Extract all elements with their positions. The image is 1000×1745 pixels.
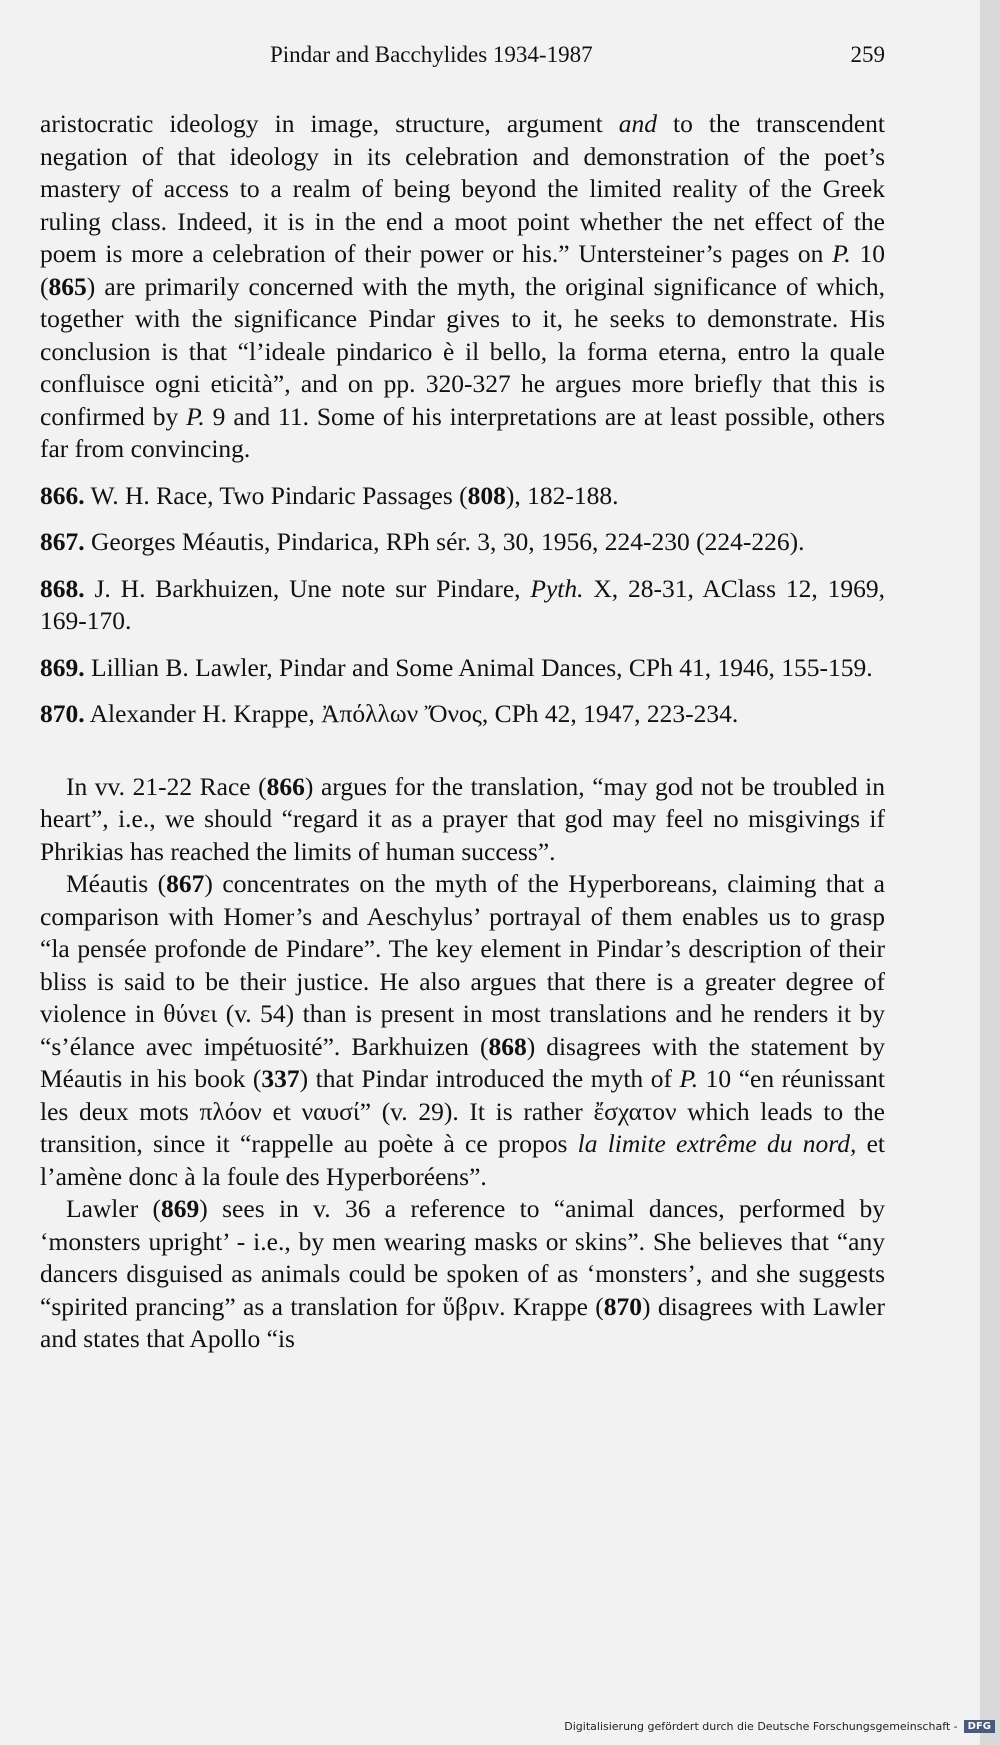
paragraph-race: In vv. 21-22 Race (866) argues for the translation, “may god not be troubled in heart”, i.e., we should “regard it as a prayer that god may feel no misgivings if Phrikias has reached the limits of human success”. <box>40 771 885 866</box>
bibliography-entry-866: 866. W. H. Race, Two Pindaric Passages (808), 182-188. <box>40 480 619 510</box>
bibliography-entry-869: 869. Lillian B. Lawler, Pindar and Some Animal Dances, CPh 41, 1946, 155-159. <box>40 652 873 682</box>
paragraph-meautis: Méautis (867) concentrates on the myth of the Hyperboreans, claiming that a comparison with Homer’s and Aeschylus’ portrayal of them enables us to grasp “la pensée profonde de Pindare”. The key element in Pindar’s description of their bliss is said to be their justice. He also argues that there is a greater degree of violence in θύνει (v. 54) than is present in most translations and he renders it by “s’élance avec impétuosité”. Barkhuizen (868) disagrees with the statement by Méautis in his book (337) that Pindar introduced the myth of P. 10 “en réunissant les deux mots πλόον et ναυσί” (v. 29). It is rather ἔσχατον which leads to the transition, since it “rappelle au poète à ce propos la limite extrême du nord, et l’amène donc à la foule des Hyperboréens”. <box>40 869 886 1191</box>
paragraph-lawler: Lawler (869) sees in v. 36 a reference to “animal dances, performed by ‘monsters upright’ - i.e., by men wearing masks or skins”. She believes that “any dancers disguised as animals could be spoken of as ‘monsters’, and she suggests “spirited prancing” as a translation for ὕβριν. Krappe (870) disagrees with Lawler and states that Apollo “is <box>40 1194 885 1353</box>
digitization-credit: Digitalisierung gefördert durch die Deutsche Forschungsgemeinschaft - <box>564 1719 958 1733</box>
bibliography-entry-867: 867. Georges Méautis, Pindarica, RPh sér. 3, 30, 1956, 224-230 (224-226). <box>40 527 805 556</box>
page-body <box>40 108 885 1356</box>
page-edge <box>980 0 1000 1745</box>
bibliography-entry-868: 868. J. H. Barkhuizen, Une note sur Pindare, Pyth. X, 28-31, AClass 12, 1969, 169-170. <box>40 573 885 635</box>
running-title: Pindar and Bacchylides 1934-1987 <box>270 42 593 67</box>
running-header <box>270 42 885 68</box>
bibliography-entry-870: 870. Alexander H. Krappe, Ἀπόλλων Ὄνος, CPh 42, 1947, 223-234. <box>40 699 739 728</box>
paragraph-continuation: aristocratic ideology in image, structure, argument and to the transcendent negation of that ideology in its celebration and demonstration of the poet’s mastery of access to a realm of being beyond the limited reality of the Greek ruling class. Indeed, it is in the end a moot point whether the net effect of the poem is more a celebration of their power or his.” Untersteiner’s pages on P. 10 (865) are primarily concerned with the myth, the original significance of which, together with the significance Pindar gives to it, he seeks to demonstrate. His conclusion is that “l’ideale pindarico è il bello, la forma eterna, entro la quale confluisce ogni eticità”, and on pp. 320-327 he argues more briefly that this is confirmed by P. 9 and 11. Some of his interpretations are at least possible, others far from convincing. <box>40 109 886 463</box>
page-number: 259 <box>850 42 885 67</box>
dfg-logo: DFG <box>964 1720 995 1733</box>
digitization-footer <box>540 1715 995 1737</box>
